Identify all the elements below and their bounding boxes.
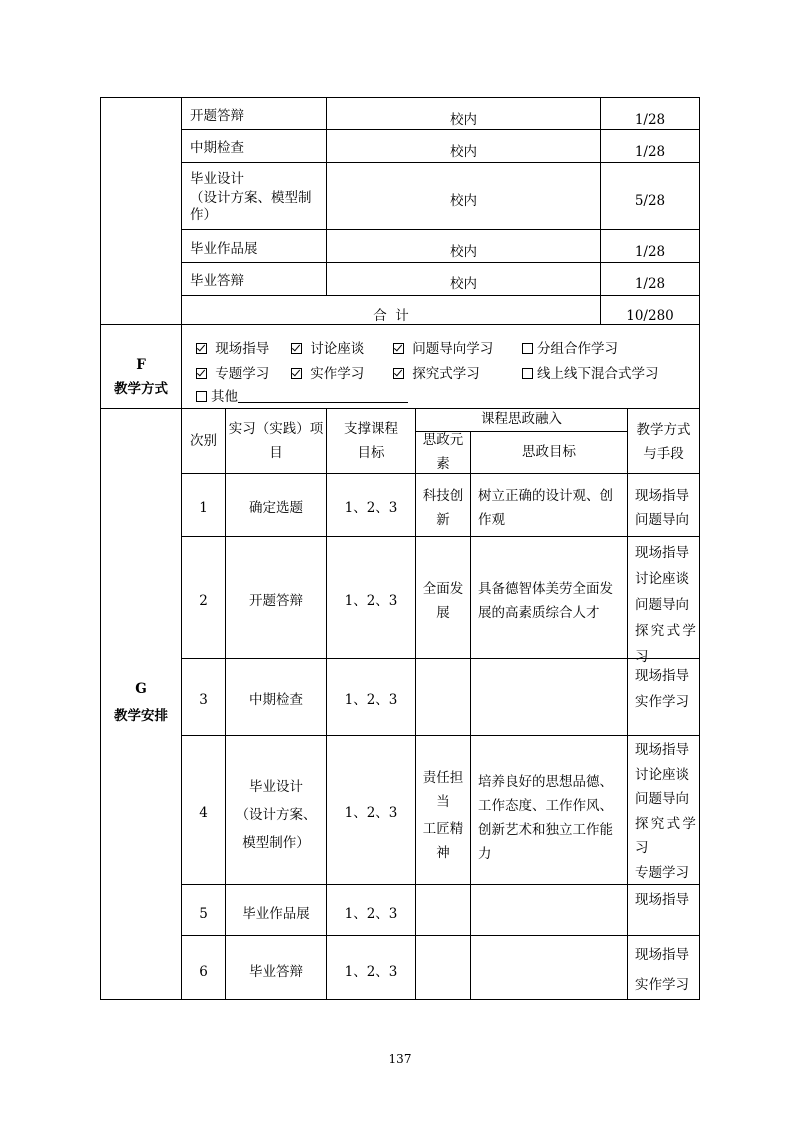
checkbox-checked-icon: [291, 343, 302, 354]
row-method-line: 实作学习: [635, 977, 689, 993]
e-row-location: 校内: [450, 276, 477, 292]
row-goal-line: 力: [478, 846, 492, 862]
header-support-line: 支撑课程: [344, 421, 398, 437]
g-row-line: [181, 735, 700, 736]
option-label: 实作学习: [310, 366, 365, 382]
row-element-line: 全面发: [422, 581, 464, 597]
row-method-line: 专题学习: [635, 864, 689, 881]
row-goal: [478, 770, 626, 866]
e-row-location: 校内: [450, 112, 477, 128]
header-method: [628, 418, 699, 466]
option-discussion[interactable]: [291, 341, 364, 357]
section-g-code: G: [135, 681, 147, 697]
checkbox-empty-icon: [196, 391, 207, 402]
g-row-line: [181, 658, 700, 659]
row-element-line: 科技创: [422, 488, 464, 504]
option-label: 讨论座谈: [310, 341, 365, 357]
row-index: 3: [199, 692, 208, 708]
table-border-left: [100, 97, 101, 1000]
row-method: [635, 663, 699, 715]
option-group-cooperative[interactable]: [522, 341, 618, 357]
row-element-line: 工匠精: [422, 821, 464, 837]
section-f-code: F: [136, 357, 146, 373]
checkbox-checked-icon: [196, 343, 207, 354]
row-project: 毕业作品展: [242, 906, 310, 922]
option-onsite-guidance[interactable]: [196, 341, 269, 357]
checkbox-checked-icon: [393, 368, 404, 379]
e-row-location: 校内: [450, 193, 477, 209]
row-support: 1、2、3: [344, 593, 398, 609]
e-row-hours: 1/28: [634, 144, 666, 160]
row-method-line: 现场指导: [635, 545, 689, 561]
row-goal-line: 具备德智体美劳全面发: [478, 581, 613, 597]
row-method-line: 现场指导: [635, 488, 689, 504]
row-support: 1、2、3: [344, 805, 398, 821]
g-row-line: [181, 536, 700, 537]
header-method-line: 与手段: [643, 446, 684, 462]
row-method: [635, 738, 699, 885]
row-project: 毕业答辩: [249, 964, 303, 980]
table-border-right: [699, 97, 700, 1000]
header-index: 次别: [190, 433, 217, 449]
row-project: 中期检查: [249, 692, 303, 708]
e-row-hours: 1/28: [634, 244, 666, 260]
header-support: [327, 417, 415, 465]
label-column-divider: [181, 97, 182, 1000]
e-row-name: 毕业答辩: [190, 273, 244, 289]
option-label: 专题学习: [215, 366, 270, 382]
checkbox-checked-icon: [196, 368, 207, 379]
row-element-line: 责任担: [422, 770, 464, 786]
row-element: [416, 484, 470, 532]
e-row-name: 作）: [190, 207, 217, 223]
row-support: 1、2、3: [344, 500, 398, 516]
row-index: 2: [199, 593, 208, 609]
row-index: 6: [199, 964, 208, 980]
section-f-title: 教学方式: [114, 381, 168, 397]
row-method-line: 问题导向: [635, 791, 689, 807]
row-method-line: 现场指导: [635, 742, 689, 758]
row-index: 1: [199, 500, 208, 516]
option-label: 线上线下混合式学习: [537, 366, 659, 382]
g-row-line: [181, 935, 700, 936]
row-method-line: 探 究 式 学 习: [635, 623, 695, 665]
g-row-line: [181, 884, 700, 885]
row-method: [635, 888, 699, 912]
row-goal-line: 工作态度、工作作风、: [478, 798, 613, 814]
g-col-divider: [627, 408, 628, 1000]
row-support: 1、2、3: [344, 906, 398, 922]
e-row-name: 毕业设计: [190, 171, 244, 187]
row-goal-line: 培养良好的思想品德、: [478, 774, 613, 790]
row-project: 确定选题: [249, 500, 303, 516]
row-method-line: 讨论座谈: [635, 571, 689, 587]
row-method-line: 习: [635, 840, 649, 856]
e-row-hours: 1/28: [634, 276, 666, 292]
row-project-line: （设计方案、: [235, 807, 317, 823]
option-label: 其他: [211, 389, 238, 405]
row-method: [635, 484, 699, 532]
header-element: [416, 428, 470, 476]
row-project-line: 毕业设计: [249, 779, 303, 795]
header-goal: 思政目标: [522, 444, 576, 460]
row-project: [226, 773, 326, 857]
total-value: 10/280: [626, 308, 674, 324]
row-goal: [478, 484, 626, 532]
checkbox-checked-icon: [393, 343, 404, 354]
option-label: 问题导向学习: [412, 341, 494, 357]
row-method-line: 现场指导: [635, 947, 689, 963]
e-row-hours: 5/28: [634, 193, 666, 209]
row-method: [635, 940, 699, 1000]
row-element-line: 新: [436, 512, 450, 528]
row-element: [416, 577, 470, 625]
header-element-line: 素: [436, 456, 450, 472]
option-blended-learning[interactable]: [522, 366, 659, 382]
option-label: 探究式学习: [412, 366, 480, 382]
row-project-line: 模型制作）: [242, 835, 310, 851]
e-row-name: 毕业作品展: [190, 241, 258, 257]
header-project-line: 目: [269, 445, 283, 461]
row-index: 4: [199, 805, 208, 821]
e-row-name: （设计方案、模型制: [190, 190, 312, 206]
row-method-line: 问题导向: [635, 597, 689, 613]
option-topic-study[interactable]: [196, 366, 269, 382]
header-project: [226, 417, 326, 465]
e-row-hours: 1/28: [634, 112, 666, 128]
header-ideology: 课程思政融入: [481, 411, 562, 427]
option-label: 现场指导: [215, 341, 270, 357]
row-element: [416, 766, 470, 865]
checkbox-empty-icon: [522, 343, 533, 354]
checkbox-empty-icon: [522, 368, 533, 379]
header-method-line: 教学方式: [636, 422, 691, 438]
row-goal-line: 作观: [478, 512, 505, 528]
e-row-name: 中期检查: [190, 140, 244, 156]
row-goal-line: 创新艺术和独立工作能: [478, 822, 613, 838]
table-border-bottom: [100, 999, 700, 1000]
row-goal: [478, 577, 626, 625]
header-support-line: 目标: [357, 445, 385, 461]
total-label: 合 计: [373, 308, 409, 324]
row-method-line: 问题导向: [635, 512, 689, 528]
option-problem-based[interactable]: [393, 341, 493, 357]
option-inquiry-study[interactable]: [393, 366, 480, 382]
header-element-line: 思政元: [422, 432, 464, 448]
section-g-title: 教学安排: [114, 708, 168, 724]
option-label: 分组合作学习: [537, 341, 618, 357]
row-support: 1、2、3: [344, 692, 398, 708]
row-element-line: 展: [436, 605, 450, 621]
row-element-line: 神: [436, 845, 450, 861]
header-project-line: 实习（实践）项: [228, 421, 324, 437]
page-number: 137: [388, 1052, 412, 1066]
row-method-line: 现场指导: [635, 892, 689, 908]
row-method: [635, 540, 699, 670]
row-method-line: 讨论座谈: [635, 766, 689, 783]
row-goal-line: 展的高素质综合人才: [478, 605, 600, 621]
option-other[interactable]: [196, 389, 408, 405]
checkbox-checked-icon: [291, 368, 302, 379]
e-row-location: 校内: [450, 144, 477, 160]
row-support: 1、2、3: [344, 964, 398, 980]
row-element-line: 当: [436, 794, 450, 810]
row-index: 5: [199, 906, 208, 922]
row-method-line: 现场指导: [635, 668, 689, 684]
e-row-line: [181, 229, 700, 230]
e-row-name: 开题答辩: [190, 108, 244, 124]
g-col-divider: [470, 431, 471, 1000]
row-method-line: 实作学习: [635, 694, 689, 710]
row-goal-line: 树立正确的设计观、创: [478, 488, 613, 504]
e-row-location: 校内: [450, 244, 477, 260]
row-project: 开题答辩: [249, 593, 303, 609]
table-border-top: [100, 97, 700, 98]
other-fill-blank[interactable]: [238, 390, 408, 403]
row-method-line: 探 究 式 学: [635, 815, 695, 832]
option-practical-study[interactable]: [291, 366, 364, 382]
